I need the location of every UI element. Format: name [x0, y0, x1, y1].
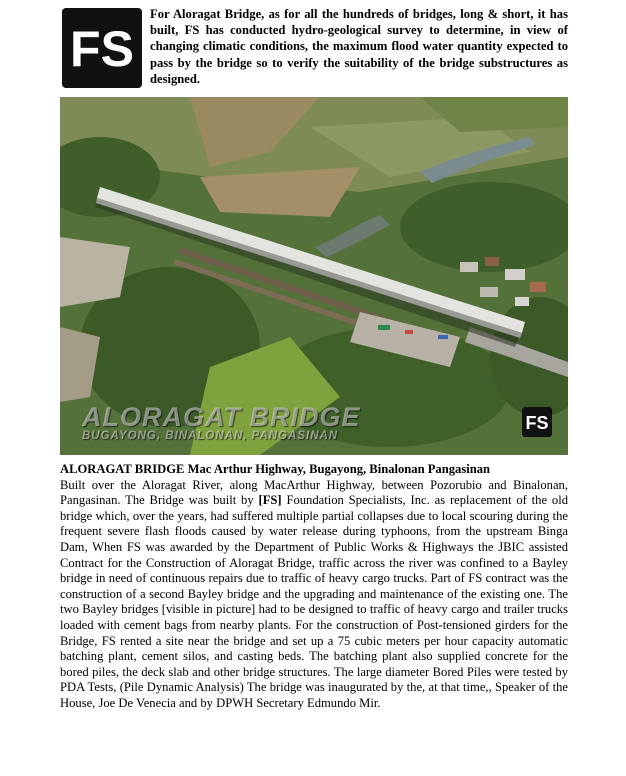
bridge-aerial-photo — [60, 97, 568, 455]
intro-paragraph: For Aloragat Bridge, as for all the hundreds of bridges, long & short, it has built, FS has conducted hydro-geological survey to determine, in view of changing climatic conditions, the maximum flood water quantity expected to pass by the bridge so to verify the suitability of the bridge substructures as designed. — [150, 7, 568, 86]
article-body-part2: Foundation Specialists, Inc. as replacement of the old bridge which, over the years, had suffered multiple partial collapses due to local scouring during the frequent severe flash floods caused by water release during typhoons, from the upstream Binga Dam, When FS was awarded by the Department of Public Works & Highways the JBIC assisted Contract for the Construction of Aloragat Bridge, traffic across the river was confined to a Bayley bridge in need of continuous repairs due to traffic of heavy cargo trucks. Part of FS contract was the construction of a second Bayley bridge and the upgrading and maintenance of the existing one. The two Bayley bridges [visible in picture] had to be designed to traffic of heavy cargo and trailer trucks loaded with cement bags from nearby plants. For the construction of Post-tensioned girders for the Bridge, FS rented a site near the bridge and set up a 75 cubic meters per hour capacity automatic batching plant, cement silos, and casting beds. The batching plant also supplied concrete for the bored piles, the deck slab and other bridge structures. The large diameter Bored Piles were tested by PDA Tests, (Pile Dynamic Analysis) The bridge was inaugurated by the, at that time,, Speaker of the House, Joe De Venecia and by DPWH Secretary Edmundo Mir. — [60, 493, 568, 710]
article-body — [60, 478, 568, 712]
photo-fs-logo-text: FS — [525, 413, 549, 433]
photo-fs-logo — [522, 407, 552, 437]
photo-fs-logo-mark — [522, 407, 552, 437]
photo-caption-title: ALORAGAT BRIDGE — [82, 402, 361, 432]
photo-caption-subtitle: BUGAYONG, BINALONAN, PANGASINAN — [82, 430, 339, 442]
fs-logo-mark — [62, 8, 142, 88]
article-body-part1: Built over the Aloragat River, along MacArthur Highway, between Pozorubio and Binalonan, Pangasinan. The Bridge was built by — [60, 477, 568, 508]
fs-logo-text: FS — [70, 21, 134, 77]
article-body-fs: [FS] — [258, 493, 282, 508]
article — [60, 462, 568, 712]
article-heading: ALORAGAT BRIDGE Mac Arthur Highway, Bugayong, Binalonan Pangasinan — [60, 462, 491, 476]
fs-logo — [62, 8, 142, 88]
